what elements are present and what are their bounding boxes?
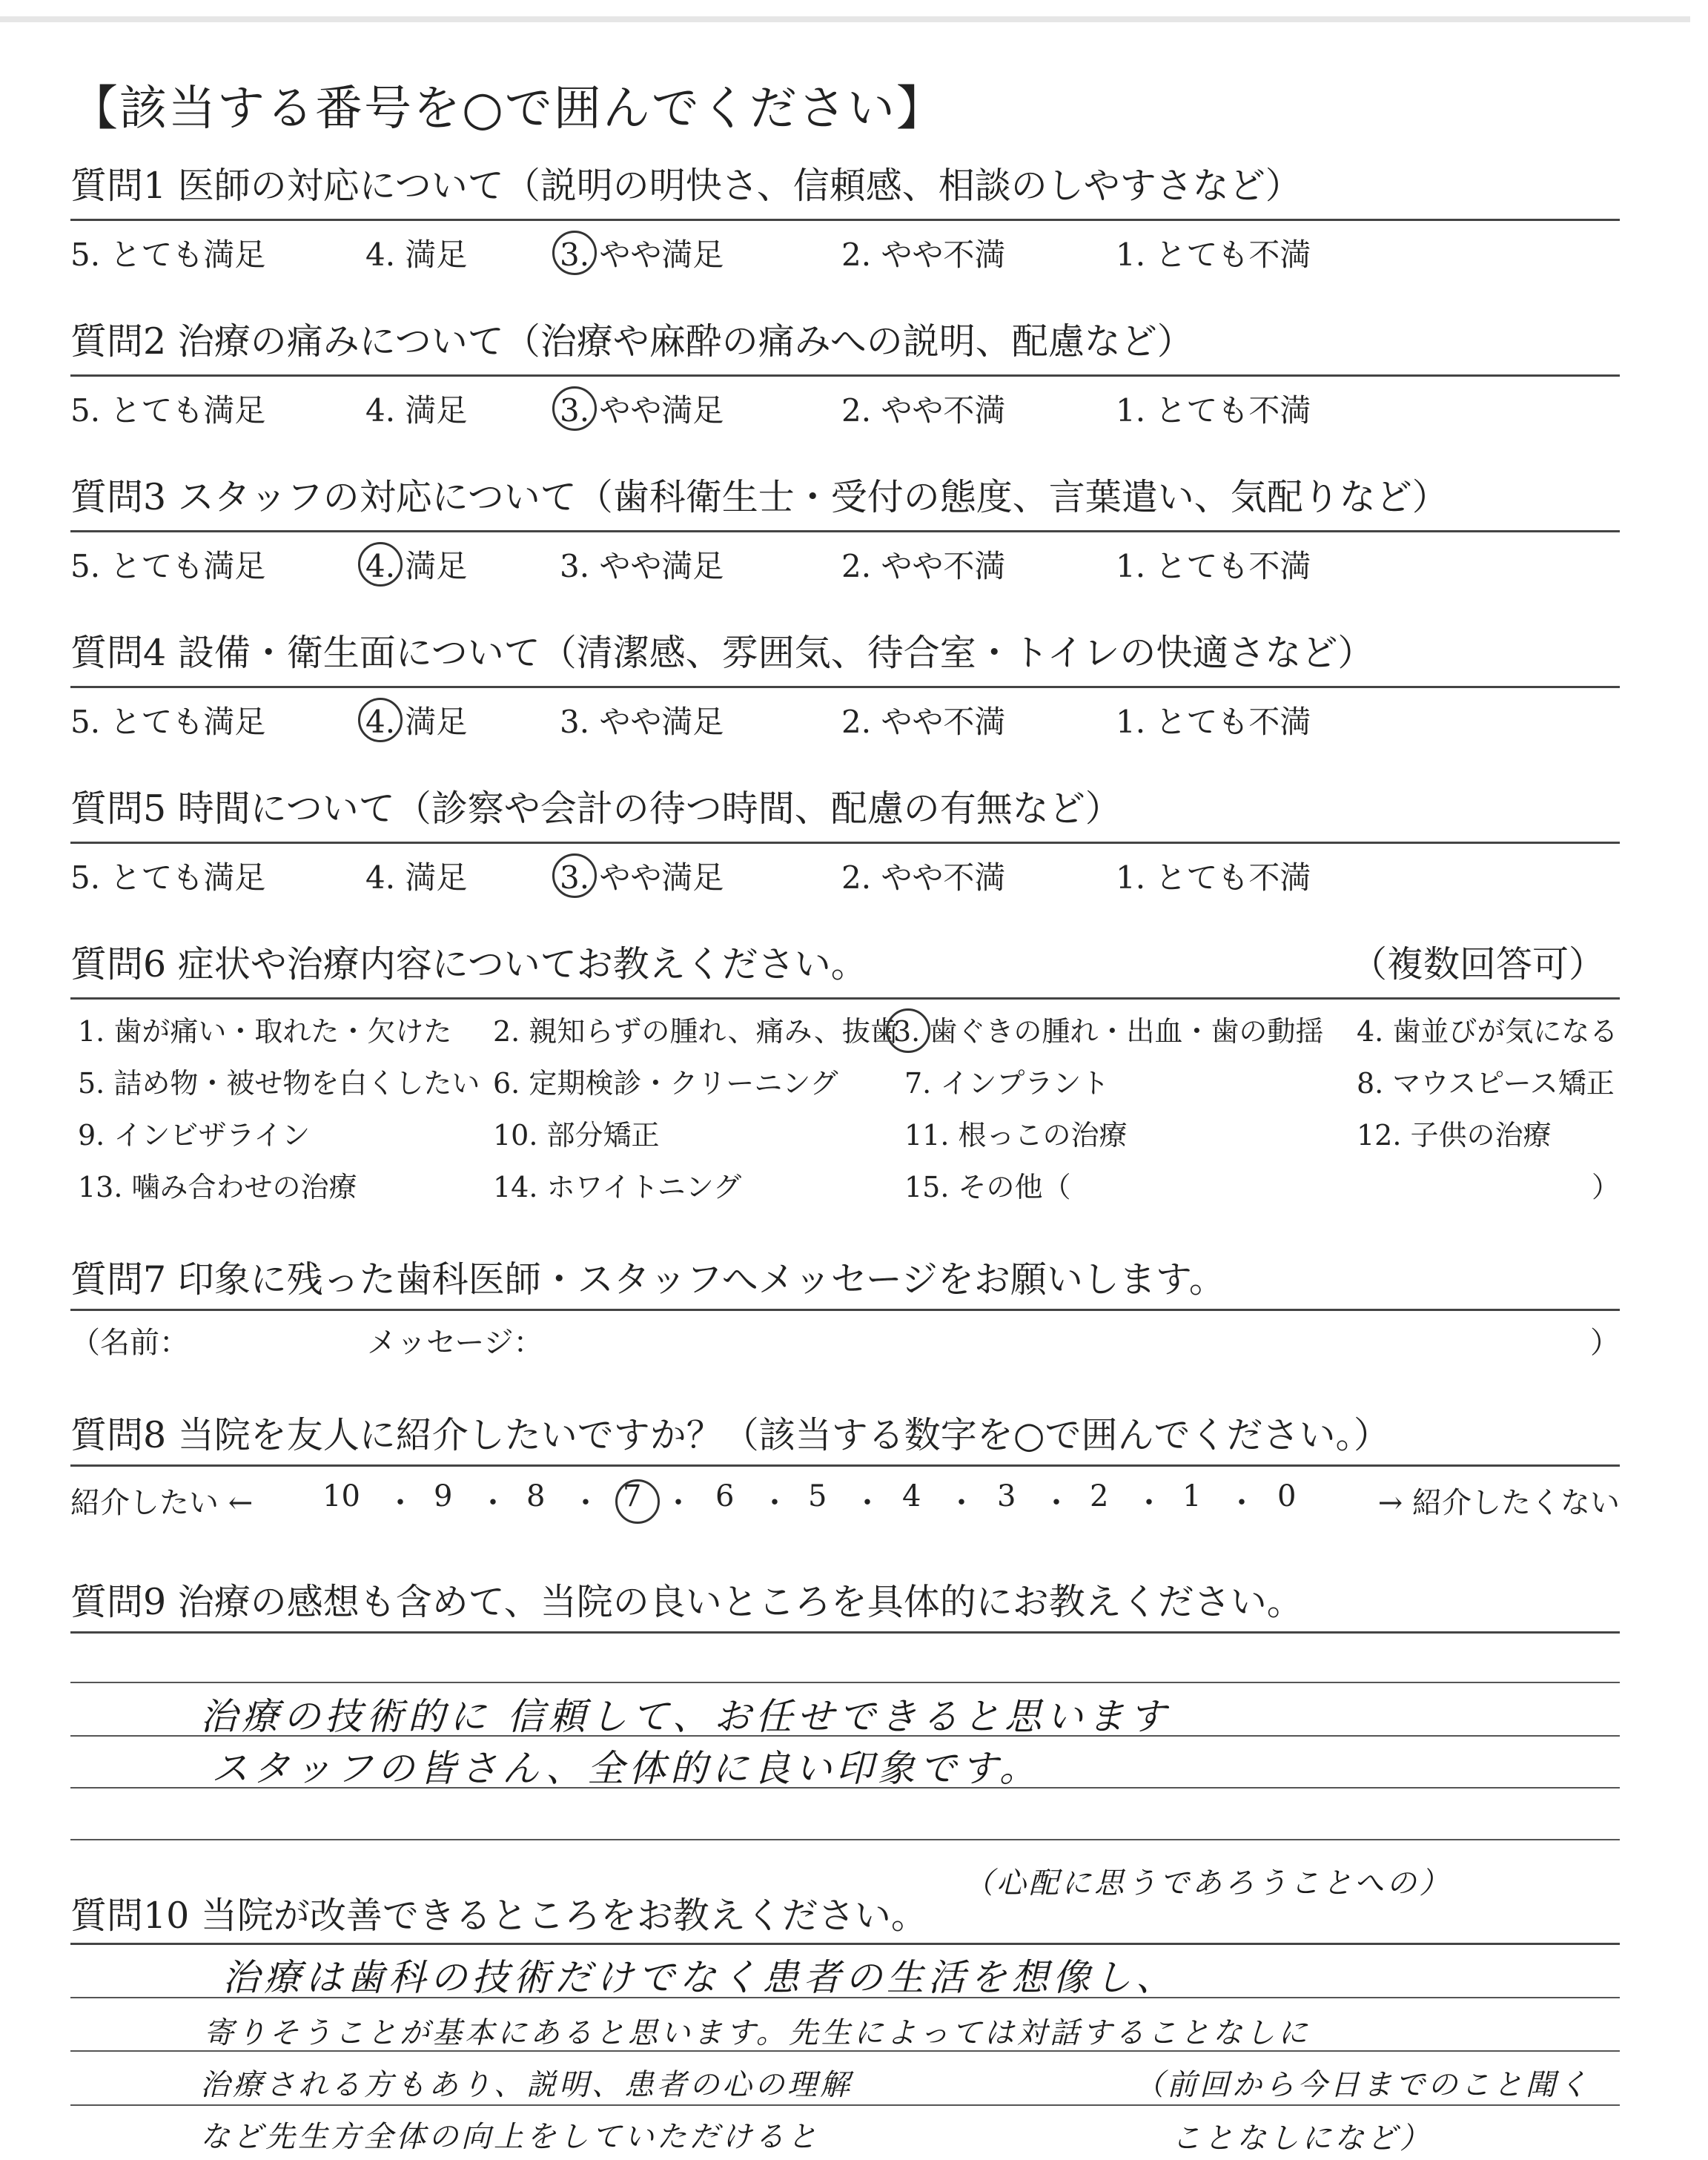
symptom-option-10[interactable]: 10. 部分矯正 (493, 1119, 660, 1152)
rule (70, 842, 1620, 844)
option-4[interactable]: 4. 満足 (365, 392, 468, 429)
handwritten-answer-aside-1[interactable]: （前回から今日までのこと聞く (1134, 2068, 1591, 2102)
question-heading: 質問2 治療の痛みについて（治療や麻酔の痛みへの説明、配慮など） (70, 320, 1194, 363)
option-5[interactable]: 5. とても満足 (70, 859, 266, 896)
question-heading: 質問3 スタッフの対応について（歯科衛生士・受付の態度、言葉遣い、気配りなど） (70, 476, 1449, 518)
scale-9[interactable]: 9 (434, 1479, 453, 1513)
option-4[interactable]: 4. 満足 (365, 237, 468, 273)
scale-dot: ・ (1134, 1486, 1164, 1520)
question-3 (70, 471, 1620, 524)
question-heading: 質問10 当院が改善できるところをお教えください。 (70, 1895, 927, 1937)
symptom-option-14[interactable]: 14. ホワイトニング (493, 1171, 742, 1203)
scale-dot: ・ (853, 1486, 882, 1520)
question-10 (70, 1889, 1620, 1943)
symptom-option-13[interactable]: 13. 噛み合わせの治療 (78, 1171, 357, 1203)
handwritten-answer-aside-2[interactable]: ことなしになど） (1171, 2121, 1432, 2156)
message-label[interactable]: メッセージ： (367, 1326, 543, 1360)
page-title: 【該当する番号を○で囲んでください】 (70, 82, 945, 136)
handwritten-answer-line-1[interactable]: 治療の技術的に 信頼して、お任せできると思います (200, 1695, 1171, 1738)
option-3-selected[interactable]: 3. やや満足 (560, 853, 724, 898)
other-close-paren: ） (1591, 1171, 1620, 1203)
symptom-option-2[interactable]: 2. 親知らずの腫れ、痛み、抜歯 (493, 1015, 898, 1048)
symptom-option-7[interactable]: 7. インプラント (904, 1067, 1110, 1100)
scale-dot: ・ (385, 1486, 415, 1520)
question-1 (70, 159, 1620, 213)
rule (70, 530, 1620, 532)
option-5[interactable]: 5. とても満足 (70, 548, 266, 584)
question-5 (70, 782, 1620, 836)
scan-top-edge (0, 16, 1690, 22)
question-heading: 質問5 時間について（診察や会計の待つ時間、配慮の有無など） (70, 787, 1122, 830)
scale-0[interactable]: 0 (1277, 1479, 1297, 1513)
question-heading: 質問7 印象に残った歯科医師・スタッフへメッセージをお願いします。 (70, 1258, 1225, 1301)
question-heading: 質問1 医師の対応について（説明の明快さ、信頼感、相談のしやすさなど） (70, 165, 1302, 207)
scale-8[interactable]: 8 (526, 1479, 546, 1513)
symptom-option-9[interactable]: 9. インビザライン (78, 1119, 311, 1152)
rule (70, 374, 1620, 377)
symptom-option-4[interactable]: 4. 歯並びが気になる (1357, 1015, 1618, 1048)
question-heading: 質問6 症状や治療内容についてお教えください。 (70, 943, 867, 985)
option-1[interactable]: 1. とても不満 (1116, 704, 1311, 740)
scale-dot: ・ (571, 1486, 600, 1520)
option-5[interactable]: 5. とても満足 (70, 392, 266, 429)
scale-10[interactable]: 10 (322, 1479, 360, 1513)
scale-1[interactable]: 1 (1182, 1479, 1202, 1513)
option-4-selected[interactable]: 4. 満足 (365, 542, 467, 587)
question-9 (70, 1576, 1620, 1629)
scale-3[interactable]: 3 (997, 1479, 1016, 1513)
option-4-selected[interactable]: 4. 満足 (365, 698, 467, 742)
q7-message-row (70, 1315, 1620, 1359)
handwritten-annotation[interactable]: （心配に思うであろうことへの） (964, 1866, 1452, 1900)
q1-options (70, 225, 1620, 277)
scale-5[interactable]: 5 (808, 1479, 827, 1513)
symptom-option-15-other[interactable]: 15. その他（ (904, 1171, 1071, 1203)
option-1[interactable]: 1. とても不満 (1116, 548, 1311, 584)
question-heading: 質問4 設備・衛生面について（清潔感、雰囲気、待合室・トイレの快適さなど） (70, 632, 1374, 674)
scale-7-selected[interactable]: 7 (623, 1479, 642, 1513)
option-5[interactable]: 5. とても満足 (70, 704, 266, 740)
option-3[interactable]: 3. やや満足 (560, 704, 724, 740)
q6-options (70, 1008, 1620, 1223)
q3-options (70, 536, 1620, 588)
rule (70, 997, 1620, 1000)
option-3-selected[interactable]: 3. やや満足 (560, 386, 724, 431)
option-1[interactable]: 1. とても不満 (1116, 237, 1311, 273)
option-2[interactable]: 2. やや不満 (841, 859, 1006, 896)
q8-scale (70, 1470, 1620, 1522)
option-2[interactable]: 2. やや不満 (841, 237, 1006, 273)
option-3-selected[interactable]: 3. やや満足 (560, 231, 724, 275)
answer-line (70, 1682, 1620, 1683)
scale-dot: ・ (478, 1486, 508, 1520)
option-1[interactable]: 1. とても不満 (1116, 392, 1311, 429)
symptom-option-11[interactable]: 11. 根っこの治療 (904, 1119, 1128, 1152)
q5-options (70, 848, 1620, 899)
recommend-label: 紹介したい ← (70, 1486, 254, 1520)
scale-dot: ・ (760, 1486, 790, 1520)
answer-line (70, 1839, 1620, 1840)
question-heading: 質問9 治療の感想も含めて、当院の良いところを具体的にお教えください。 (70, 1581, 1303, 1623)
symptom-option-1[interactable]: 1. 歯が痛い・取れた・欠けた (78, 1015, 452, 1048)
handwritten-answer-line-2[interactable]: スタッフの皆さん、全体的に良い印象です。 (211, 1747, 1041, 1790)
name-label: （名前： (70, 1326, 189, 1360)
rule (70, 1464, 1620, 1467)
scale-dot: ・ (947, 1486, 976, 1520)
symptom-option-5[interactable]: 5. 詰め物・被せ物を白くしたい (78, 1067, 480, 1100)
option-5[interactable]: 5. とても満足 (70, 237, 266, 273)
scale-6[interactable]: 6 (715, 1479, 735, 1513)
question-4 (70, 627, 1620, 680)
handwritten-answer-line-1[interactable]: 治療は歯科の技術だけでなく患者の生活を想像し、 (222, 1956, 1177, 1999)
scale-dot: ・ (1227, 1486, 1257, 1520)
rule (70, 219, 1620, 221)
option-2[interactable]: 2. やや不満 (841, 704, 1006, 740)
question-heading: 質問8 当院を友人に紹介したいですか？（該当する数字を○で囲んでください。） (70, 1414, 1391, 1456)
q2-options (70, 380, 1620, 432)
q4-options (70, 692, 1620, 744)
handwritten-answer-line-2[interactable]: 寄りそうことが基本にあると思います。先生によっては対話することなしに (204, 2016, 1311, 2050)
question-2 (70, 315, 1620, 369)
handwritten-answer-line-3[interactable]: 治療される方もあり、説明、患者の心の理解 (200, 2068, 853, 2102)
rule (70, 1631, 1620, 1634)
scale-4[interactable]: 4 (902, 1479, 921, 1513)
message-close-paren: ） (1590, 1326, 1620, 1360)
option-2[interactable]: 2. やや不満 (841, 392, 1006, 429)
option-1[interactable]: 1. とても不満 (1116, 859, 1311, 896)
option-4[interactable]: 4. 満足 (365, 859, 468, 896)
question-7 (70, 1253, 1620, 1307)
symptom-option-12[interactable]: 12. 子供の治療 (1357, 1119, 1552, 1152)
question-8 (70, 1409, 1620, 1462)
multi-answer-note: （複数回答可） (1350, 943, 1605, 985)
not-recommend-label: → 紹介したくない (1377, 1486, 1620, 1520)
option-3[interactable]: 3. やや満足 (560, 548, 724, 584)
scale-2[interactable]: 2 (1090, 1479, 1109, 1513)
scale-dot: ・ (663, 1486, 693, 1520)
answer-line (70, 2104, 1620, 2106)
question-6 (70, 938, 1620, 991)
symptom-option-8[interactable]: 8. マウスピース矯正 (1357, 1067, 1615, 1100)
rule (70, 1943, 1620, 1945)
option-2[interactable]: 2. やや不満 (841, 548, 1006, 584)
rule (70, 1309, 1620, 1311)
handwritten-answer-line-4[interactable]: など先生方全体の向上をしていただけると (200, 2120, 820, 2154)
rule (70, 686, 1620, 688)
symptom-option-6[interactable]: 6. 定期検診・クリーニング (493, 1067, 838, 1100)
symptom-option-3-selected[interactable]: 3. 歯ぐきの腫れ・出血・歯の動揺 (893, 1008, 1323, 1049)
scale-dot: ・ (1042, 1486, 1071, 1520)
